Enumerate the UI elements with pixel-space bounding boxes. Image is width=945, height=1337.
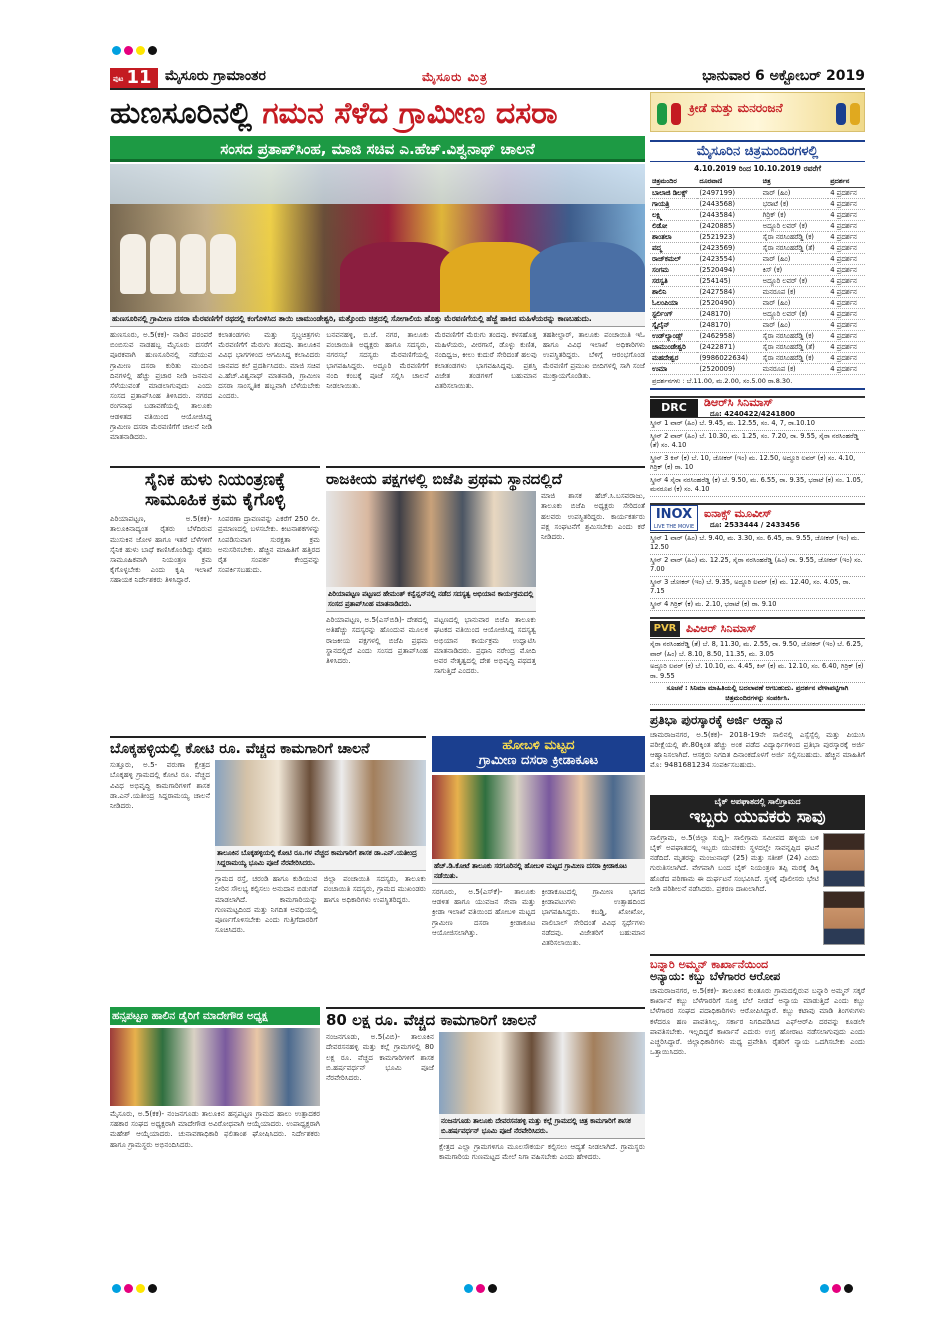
registration-mark-bottom-center — [476, 1284, 485, 1293]
cinema-row: ಸ್ಟರ್ಲಿಂಗ್ (248170) ಅದ್ದೂರಿ ಲವರ್ (ಕ) 4 ಪ್ರದರ್ಶನ — [650, 309, 865, 320]
lead-subhead: ಸಂಸದ ಪ್ರತಾಪ್‌ಸಿಂಹ, ಮಾಜಿ ಸಚಿವ ಎ.ಹೆಚ್.ವಿಶ್ವನಾಥ್ ಚಾಲನೆ — [110, 136, 645, 162]
registration-mark-bottom-left — [136, 1284, 145, 1293]
drc-shows: ಸ್ಕ್ರೀನ್ 1 ವಾರ್ (ಹಿಂ) ಬೆ. 9.45, ಮ. 12.55, ಸಂ. 4, 7, ರಾ.10.10 ಸ್ಕ್ರೀನ್ 2 ವಾರ್ (ಹಿಂ) ಬೆ. 10.30, ಮ. 1.25, ಸಂ. 7.20, ರಾ. 9.55, ಸೈರಾ ನರಸಿಂಹರೆಡ್ಡಿ (ತೆ) ಸಂ. 4.10 ಸ್ಕ್ರೀನ್ 3 ಕಿಸ್ (ಕ) ಬೆ. 10, ಜೋಕರ್ (ಇಂ) ಮ. 12.50, ಅದ್ದೂರಿ ಲವರ್ (ಕ) ಸಂ. 4.10, ಗಿರ್ರಿಕ್ (ಕ) ರಾ. 10 ಸ್ಕ್ರೀನ್ 4 ಸೈರಾ ನರಸಿಂಹರೆಡ್ಡಿ (ಕ) ಬೆ. 9.50, ಮ. 6.55, ರಾ. 9.35, ಭರಾಟೆ (ಕ) ಸಂ. 1.05, ಮನರೂಪ (ಕ) ಸಂ. 4.10 — [650, 418, 865, 497]
story-bokkahalli-caption: ತಾಲೂಕಿನ ಬೊಕ್ಕಹಳ್ಳಿಯಲ್ಲಿ ಕೋಟಿ ರೂ.ಗಳ ವೆಚ್ಚದ ಕಾಮಗಾರಿಗೆ ಶಾಸಕ ಡಾ.ಎನ್.ಯತೀಂದ್ರ ಸಿದ್ದರಾಮಯ್ಯ ಭೂಮಿ ಪೂಜೆ ನೆರವೇರಿಸಿದರು. — [215, 846, 426, 871]
story-bjp-caption: ಪಿರಿಯಾಪಟ್ಟಣ ಪಟ್ಟಣದ ಹೇಮಂತ್ ಕನ್ವೆನ್ಷನ್‌ನಲ್ಲಿ ನಡೆದ ಸದಸ್ಯತ್ವ ಅಭಿಯಾನ ಕಾರ್ಯಕ್ರಮದಲ್ಲಿ ಸಂಸದ ಪ್ರತಾಪ್‌ಸಿಂಹ ಮಾತನಾಡಿದರು. — [326, 587, 536, 612]
cinema-row: ಪದ್ಮ (2423569) ಸೈರಾ ನರಸಿಂಹರೆಡ್ಡಿ (ತೆ) 4 ಪ್ರದರ್ಶನ — [650, 243, 865, 254]
drc-phone: ದೂ: 4240422/4241800 — [710, 410, 795, 418]
registration-mark-top-left — [124, 46, 133, 55]
cinema-note: ಪ್ರದರ್ಶನಗಳು : ಬೆ.11.00, ಮ.2.00, ಸಂ.5.00 ರಾ.8.30. — [650, 375, 865, 390]
story-hobli-headline: ಹೋಬಳಿ ಮಟ್ಟದ ಗ್ರಾಮೀಣ ದಸರಾ ಕ್ರೀಡಾಕೂಟ — [432, 736, 645, 772]
story-bjp-headline: ರಾಜಕೀಯ ಪಕ್ಷಗಳಲ್ಲಿ ಬಿಜೆಪಿ ಪ್ರಥಮ ಸ್ಥಾನದಲ್ಲಿದೆ — [326, 466, 645, 488]
masthead — [110, 62, 865, 90]
page-tag: ಪುಟ — [113, 75, 124, 83]
bannari-body: ಚಾಮರಾಜನಗರ, ಅ.5(ಕಕ)- ತಾಲೂಕಿನ ಕುಂತೂರು ಗ್ರಾಮದಲ್ಲಿರುವ ಬನ್ನಾರಿ ಅಮ್ಮನ್ ಸಕ್ಕರೆ ಕಾರ್ಖಾನೆ ಕಬ್ಬು ಬೆಳೆಗಾರರಿಗೆ ಸೂಕ್ತ ಬೆಲೆ ನೀಡದೆ ಅನ್ಯಾಯ ಮಾಡುತ್ತಿದೆ ಎಂದು ಕಬ್ಬು ಬೆಳೆಗಾರರ ಸಂಘದ ಪದಾಧಿಕಾರಿಗಳು ಆರೋಪಿಸಿದ್ದಾರೆ. ಕಬ್ಬು ಕಟಾವು ಮಾಡಿ ತಿಂಗಳುಗಳು ಕಳೆದರೂ ಹಣ ಪಾವತಿಸಿಲ್ಲ. ಸರ್ಕಾರ ನಿಗದಿಪಡಿಸಿದ ಎಫ್‌ಆರ್‌ಪಿ ದರವನ್ನು ಕೂಡಲೇ ಪಾವತಿಸಬೇಕು. ಇಲ್ಲದಿದ್ದರೆ ಕಾರ್ಖಾನೆ ಎದುರು ಉಗ್ರ ಹೋರಾಟ ನಡೆಸಲಾಗುವುದು ಎಂದು ಎಚ್ಚರಿಸಿದ್ದಾರೆ. ಜಿಲ್ಲಾಧಿಕಾರಿಗಳು ಮಧ್ಯ ಪ್ರವೇಶಿಸಿ ರೈತರಿಗೆ ನ್ಯಾಯ ಒದಗಿಸಬೇಕು ಎಂದು ಒತ್ತಾಯಿಸಿದರು. — [650, 986, 865, 1057]
inox-phone: ದೂ: 2533444 / 2433456 — [710, 520, 800, 529]
victim-photo — [823, 833, 865, 887]
story-hobli-caption: ಹೆಚ್.ಡಿ.ಕೋಟೆ ತಾಲೂಕು ಸರಗೂರಿನಲ್ಲಿ ಹೋಬಳಿ ಮಟ್ಟದ ಗ್ರಾಮೀಣ ದಸರಾ ಕ್ರೀಡಾಕೂಟ ನಡೆಯಿತು. — [432, 859, 645, 884]
story-80lakh: 80 ಲಕ್ಷ ರೂ. ವೆಚ್ಚದ ಕಾಮಗಾರಿಗೆ ಚಾಲನೆ ನಂಜನಗೂಡು, ಅ.5(ವಿಬಿ)- ತಾಲೂಕಿನ ದೇವರಸನಹಳ್ಳಿ ಮತ್ತು ಕಲ್ಲೆ ಗ್ರಾಮಗಳಲ್ಲಿ 80 ಲಕ್ಷ ರೂ. ವೆಚ್ಚದ ಕಾಮಗಾರಿಗಳಿಗೆ ಶಾಸಕ ಬಿ.ಹರ್ಷವರ್ಧನ್ ಭೂಮಿ ಪೂಜೆ ನೆರವೇರಿಸಿದರು. ನಂಜನಗೂಡು ತಾಲೂಕು ದೇವರಸನಹಳ್ಳಿ ಮತ್ತು ಕಲ್ಲೆ ಗ್ರಾಮದಲ್ಲಿ ಚಿತ್ರ ಕಾಮಗಾರಿಗೆ ಶಾಸಕ ಬಿ.ಹರ್ಷವರ್ಧನ್ ಭೂಮಿ ಪೂಜೆ ನೆರವೇರಿಸಿದರು. ಕ್ಷೇತ್ರದ ಎಲ್ಲಾ ಗ್ರಾಮಗಳಿಗೂ ಮೂಲಸೌಕರ್ಯ ಕಲ್ಪಿಸಲು ಆದ್ಯತೆ ನೀಡಲಾಗಿದೆ. ಗ್ರಾಮಸ್ಥರು ಕಾಮಗಾರಿಯ ಗುಣಮಟ್ಟದ ಮೇಲೆ ನಿಗಾ ವಹಿಸಬೇಕು ಎಂದು ಹೇಳಿದರು. — [326, 1007, 645, 1188]
story-hanaspatti-headline: ಹನ್ಸಪಟ್ಟಣ ಹಾಲಿನ ಡೈರಿಗೆ ಮಾದೇಗೌಡ ಅಧ್ಯಕ್ಷ — [110, 1007, 320, 1025]
bokkahalli-photo — [215, 760, 426, 846]
row-2 — [110, 466, 645, 734]
story-80lakh-caption: ನಂಜನಗೂಡು ತಾಲೂಕು ದೇವರಸನಹಳ್ಳಿ ಮತ್ತು ಕಲ್ಲೆ ಗ್ರಾಮದಲ್ಲಿ ಚಿತ್ರ ಕಾಮಗಾರಿಗೆ ಶಾಸಕ ಬಿ.ಹರ್ಷವರ್ಧನ್ ಭೂಮಿ ಪೂಜೆ ನೆರವೇರಿಸಿದರು. — [439, 1114, 645, 1139]
sports-entertainment-banner: ಕ್ರೀಡೆ ಮತ್ತು ಮನರಂಜನೆ — [650, 92, 865, 132]
story-bjp: ರಾಜಕೀಯ ಪಕ್ಷಗಳಲ್ಲಿ ಬಿಜೆಪಿ ಪ್ರಥಮ ಸ್ಥಾನದಲ್ಲಿದೆ ಪಿರಿಯಾಪಟ್ಟಣ ಪಟ್ಟಣದ ಹೇಮಂತ್ ಕನ್ವೆನ್ಷನ್‌ನಲ್ಲಿ ನಡೆದ ಸದಸ್ಯತ್ವ ಅಭಿಯಾನ ಕಾರ್ಯಕ್ರಮದಲ್ಲಿ ಸಂಸದ ಪ್ರತಾಪ್‌ಸಿಂಹ ಮಾತನಾಡಿದರು. ಪಿರಿಯಾಪಟ್ಟಣ, ಅ.5(ಎಸ್‌ಬಿಡಿ)- ದೇಶದಲ್ಲಿ ಅತಿಹೆಚ್ಚು ಸದಸ್ಯರನ್ನು ಹೊಂದುವ ಮೂಲಕ ರಾಜಕೀಯ ಪಕ್ಷಗಳಲ್ಲಿ ಬಿಜೆಪಿ ಪ್ರಥಮ ಸ್ಥಾನದಲ್ಲಿದೆ ಎಂದು ಸಂಸದ ಪ್ರತಾಪ್‌ಸಿಂಹ ತಿಳಿಸಿದರು. ಪಟ್ಟಣದಲ್ಲಿ ಭಾನುವಾರ ಬಿಜೆಪಿ ತಾಲೂಕು ಘಟಕದ ವತಿಯಿಂದ ಆಯೋಜಿಸಿದ್ದ ಸದಸ್ಯತ್ವ ಅಭಿಯಾನ ಕಾರ್ಯಕ್ರಮ ಉದ್ಘಾಟಿಸಿ ಮಾತನಾಡಿದರು. ಪ್ರಧಾನಿ ನರೇಂದ್ರ ಮೋದಿ ಅವರ ನೇತೃತ್ವದಲ್ಲಿ ದೇಶ ಅಭಿವೃದ್ಧಿ ಪಥದತ್ತ ಸಾಗುತ್ತಿದೆ ಎಂದರು. ಮಾಜಿ ಶಾಸಕ ಹೆಚ್.ಸಿ.ಬಸವರಾಜು, ತಾಲೂಕು ಬಿಜೆಪಿ ಅಧ್ಯಕ್ಷರು ಸೇರಿದಂತೆ ಹಲವರು ಉಪಸ್ಥಿತರಿದ್ದರು. ಕಾರ್ಯಕರ್ತರು ಪಕ್ಷ ಸಂಘಟನೆಗೆ ಶ್ರಮಿಸಬೇಕು ಎಂದು ಕರೆ ನೀಡಿದರು. — [326, 466, 645, 734]
cinema-row: ಚಾಮುಂಡೇಶ್ವರಿ (2422871) ಸೈರಾ ನರಸಿಂಹರೆಡ್ಡಿ (ತೆ) 4 ಪ್ರದರ್ಶನ — [650, 342, 865, 353]
story-hobli: ಹೋಬಳಿ ಮಟ್ಟದ ಗ್ರಾಮೀಣ ದಸರಾ ಕ್ರೀಡಾಕೂಟ ಹೆಚ್.ಡಿ.ಕೋಟೆ ತಾಲೂಕು ಸರಗೂರಿನಲ್ಲಿ ಹೋಬಳಿ ಮಟ್ಟದ ಗ್ರಾಮೀಣ ದಸರಾ ಕ್ರೀಡಾಕೂಟ ನಡೆಯಿತು. ಸರಗೂರು, ಅ.5(ಎಸ್‌ಕೆ)- ತಾಲೂಕು ಆಡಳಿತ ಹಾಗೂ ಯುವಜನ ಸೇವಾ ಮತ್ತು ಕ್ರೀಡಾ ಇಲಾಖೆ ವತಿಯಿಂದ ಹೋಬಳಿ ಮಟ್ಟದ ಗ್ರಾಮೀಣ ದಸರಾ ಕ್ರೀಡಾಕೂಟ ಆಯೋಜಿಸಲಾಗಿತ್ತು. ಕ್ರೀಡಾಕೂಟದಲ್ಲಿ ಗ್ರಾಮೀಣ ಭಾಗದ ಕ್ರೀಡಾಪಟುಗಳು ಉತ್ಸಾಹದಿಂದ ಭಾಗವಹಿಸಿದ್ದರು. ಕಬಡ್ಡಿ, ಖೋಖೋ, ವಾಲಿಬಾಲ್ ಸೇರಿದಂತೆ ವಿವಿಧ ಸ್ಪರ್ಧೆಗಳು ನಡೆದವು. ವಿಜೇತರಿಗೆ ಬಹುಮಾನ ವಿತರಿಸಲಾಯಿತು. — [432, 738, 645, 947]
cinema-row: ಲಕ್ಷ್ಮಿ (2443584) ಗಿರ್ರಿಕ್ (ಕ) 4 ಪ್ರದರ್ಶನ — [650, 210, 865, 221]
cinema-row: ಗಾಯತ್ರಿ (2443568) ಭರಾಟೆ (ಕ) 4 ಪ್ರದರ್ಶನ — [650, 199, 865, 210]
story-sainika-headline: ಸೈನಿಕ ಹುಳು ನಿಯಂತ್ರಣಕ್ಕೆ ಸಾಮೂಹಿಕ ಕ್ರಮ ಕೈಗೊಳ್ಳಿ — [110, 466, 320, 510]
lead-photo-caption: ಹುಣಸೂರಿನಲ್ಲಿ ಗ್ರಾಮೀಣ ದಸರಾ ಮೆರವಣಿಗೆಗೆ ರಥದಲ್ಲಿ ಕಂಗೊಳಿಸಿದ ತಾಯಿ ಚಾಮುಂಡೇಶ್ವರಿ, ಮತ್ತೊಂದು ಚಿತ್ರದಲ್ಲಿ ಸೋಗಾಲಿಯ ಹೊತ್ತು ಮೆರವಣಿಗೆಯಲ್ಲಿ ಹೆಜ್ಜೆ ಹಾಕಿದ ಮಹಿಳೆಯರನ್ನು ಕಾಣಬಹುದು. — [110, 312, 645, 327]
bjp-meeting-photo — [326, 491, 536, 587]
cinema-row: ಲಿಡೋ (2420885) ಅದ್ದೂರಿ ಲವರ್ (ಕ) 4 ಪ್ರದರ್ಶನ — [650, 221, 865, 232]
registration-mark-top-left — [112, 46, 121, 55]
row-3 — [110, 736, 645, 1005]
story-hanaspatti: ಹನ್ಸಪಟ್ಟಣ ಹಾಲಿನ ಡೈರಿಗೆ ಮಾದೇಗೌಡ ಅಧ್ಯಕ್ಷ ಮೈಸೂರು, ಅ.5(ಕಕ)- ನಂಜನಗೂಡು ತಾಲೂಕಿನ ಹನ್ಸಪಟ್ಟಣ ಗ್ರಾಮದ ಹಾಲು ಉತ್ಪಾದಕರ ಸಹಕಾರ ಸಂಘದ ಅಧ್ಯಕ್ಷರಾಗಿ ಮಾದೇಗೌಡ ಅವಿರೋಧವಾಗಿ ಆಯ್ಕೆಯಾದರು. ಉಪಾಧ್ಯಕ್ಷರಾಗಿ ಮಹೇಶ್ ಆಯ್ಕೆಯಾದರು. ಚುನಾವಣಾಧಿಕಾರಿ ಫಲಿತಾಂಶ ಘೋಷಿಸಿದರು. ನಿರ್ದೇಶಕರು ಹಾಗೂ ಗ್ರಾಮಸ್ಥರು ಅಭಿನಂದಿಸಿದರು. — [110, 1007, 320, 1188]
row-4 — [110, 1007, 645, 1188]
drc-name: ಡಿಆರ್‌ಸಿ ಸಿನಿಮಾಸ್ — [704, 396, 773, 409]
cinema-row: ಶಾಲಿನಿ (2427584) ಮನರೂಪ (ಕ) 4 ಪ್ರದರ್ಶನ — [650, 287, 865, 298]
cinema-row: ಉಡ್‌ಲ್ಯಾಂಡ್ಸ್ (2462958) ಸೈರಾ ನರಸಿಂಹರೆಡ್ಡಿ (ಕ) 4 ಪ್ರದರ್ಶನ — [650, 331, 865, 342]
lead-body: ಹುಣಸೂರು, ಅ.5(ಕಕ)- ನಾಡಿನ ಪರಂಪರೆ ಬಿಂಬಿಸುವ ನಾಡಹಬ್ಬ ಮೈಸೂರು ದಸರೆಗೆ ಪೂರಕವಾಗಿ ಹುಣಸೂರಿನಲ್ಲಿ ನಡೆಯುವ ಗ್ರಾಮೀಣ ದಸರಾ ಕುರಿತು ಮುಂದಿನ ದಿನಗಳಲ್ಲಿ ಹೆಚ್ಚು ಪ್ರಚಾರ ನೀಡಿ ಜನಮನ ಸೆಳೆಯುವಂತೆ ಮಾಡಲಾಗುವುದು ಎಂದು ಸಂಸದ ಪ್ರತಾಪ್‌ಸಿಂಹ ತಿಳಿಸಿದರು. ನಗರದ ರಂಗನಾಥ ಬಡಾವಣೆಯಲ್ಲಿ ತಾಲೂಕು ಆಡಳಿತದ ವತಿಯಿಂದ ಆಯೋಜಿಸಿದ್ದ ಗ್ರಾಮೀಣ ದಸರಾ ಮೆರವಣಿಗೆಗೆ ಚಾಲನೆ ನೀಡಿ ಮಾತನಾಡಿದರು. ಕಲಾತಂಡಗಳು ಮತ್ತು ಸ್ತಬ್ಧಚಿತ್ರಗಳು ಮೆರವಣಿಗೆಗೆ ಮೆರುಗು ತಂದವು. ತಾಲೂಕಿನ ವಿವಿಧ ಭಾಗಗಳಿಂದ ಆಗಮಿಸಿದ್ದ ಕಲಾವಿದರು ಜಾನಪದ ಕಲೆ ಪ್ರದರ್ಶಿಸಿದರು. ಮಾಜಿ ಸಚಿವ ಎ.ಹೆಚ್.ವಿಶ್ವನಾಥ್ ಮಾತನಾಡಿ, ಗ್ರಾಮೀಣ ದಸರಾ ಸಾಂಸ್ಕೃತಿಕ ಹಬ್ಬವಾಗಿ ಬೆಳೆಯಬೇಕು ಎಂದರು. ಬನವನಹಳ್ಳಿ, ಬಿ.ಜೆ. ನಗರ, ತಾಲೂಕು ಪಂಚಾಯಿತಿ ಅಧ್ಯಕ್ಷರು ಹಾಗೂ ಸದಸ್ಯರು, ನಗರಸಭೆ ಸದಸ್ಯರು ಮೆರವಣಿಗೆಯಲ್ಲಿ ಭಾಗವಹಿಸಿದ್ದರು. ಅದ್ದೂರಿ ಮೆರವಣಿಗೆಗೆ ನಂದಿ ಕಂಬಕ್ಕೆ ಪೂಜೆ ಸಲ್ಲಿಸಿ ಚಾಲನೆ ನೀಡಲಾಯಿತು. ಮೆರವಣಿಗೆಗೆ ಮೆರುಗು ತಂದವು. ಕಳಸಹೊತ್ತ ಮಹಿಳೆಯರು, ವೀರಗಾಸೆ, ಡೊಳ್ಳು ಕುಣಿತ, ನಂದಿಧ್ವಜ, ಕೀಲು ಕುದುರೆ ಸೇರಿದಂತೆ ಹಲವು ಕಲಾತಂಡಗಳು ಭಾಗವಹಿಸಿದ್ದವು. ಪ್ರಶಸ್ತಿ ವಿಜೇತ ತಂಡಗಳಿಗೆ ಬಹುಮಾನ ವಿತರಿಸಲಾಯಿತು. ತಹಶೀಲ್ದಾರ್, ತಾಲೂಕು ಪಂಚಾಯಿತಿ ಇಓ ಹಾಗೂ ವಿವಿಧ ಇಲಾಖೆ ಅಧಿಕಾರಿಗಳು ಉಪಸ್ಥಿತರಿದ್ದರು. ಬೆಳಿಗ್ಗೆ ಆರಂಭಗೊಂಡ ಮೆರವಣಿಗೆ ಪ್ರಮುಖ ಬೀದಿಗಳಲ್ಲಿ ಸಾಗಿ ಸಂಜೆ ಮುಕ್ತಾಯಗೊಂಡಿತು. — [110, 330, 646, 442]
cinema-row: ಮಹದೇಶ್ವರ (9986022634) ಸೈರಾ ನರಸಿಂಹರೆಡ್ಡಿ (ಕ) 4 ಪ್ರದರ್ಶನ — [650, 353, 865, 364]
hobli-sports-photo — [432, 775, 645, 859]
story-sainika: ಸೈನಿಕ ಹುಳು ನಿಯಂತ್ರಣಕ್ಕೆ ಸಾಮೂಹಿಕ ಕ್ರಮ ಕೈಗೊಳ್ಳಿ ಪಿರಿಯಾಪಟ್ಟಣ, ಅ.5(ಕಕ)- ತಾಲೂಕಿನಾದ್ಯಂತ ರೈತರು ಬೆಳೆದಿರುವ ಮುಸುಕಿನ ಜೋಳ ಹಾಗೂ ಇತರೆ ಬೆಳೆಗಳಿಗೆ ಸೈನಿಕ ಹುಳು ಬಾಧೆ ಕಾಣಿಸಿಕೊಂಡಿದ್ದು ರೈತರು ಸಾಮೂಹಿಕವಾಗಿ ನಿಯಂತ್ರಣ ಕ್ರಮ ಕೈಗೊಳ್ಳಬೇಕು ಎಂದು ಕೃಷಿ ಇಲಾಖೆ ಸಹಾಯಕ ನಿರ್ದೇಶಕರು ತಿಳಿಸಿದ್ದಾರೆ. ಸಿಂಪರಣಾ ದ್ರಾವಣವನ್ನು ಎಕರೆಗೆ 250 ಲೀ. ಪ್ರಮಾಣದಲ್ಲಿ ಬಳಸಬೇಕು. ಕೀಟನಾಶಕಗಳನ್ನು ಸಿಂಪಡಿಸುವಾಗ ಸುರಕ್ಷತಾ ಕ್ರಮ ಅನುಸರಿಸಬೇಕು. ಹೆಚ್ಚಿನ ಮಾಹಿತಿಗೆ ಹತ್ತಿರದ ರೈತ ಸಂಪರ್ಕ ಕೇಂದ್ರವನ್ನು ಸಂಪರ್ಕಿಸಬಹುದು. — [110, 466, 320, 734]
pvr-logo: PVR — [650, 621, 680, 637]
drc-header — [650, 396, 865, 418]
cinema-row: ಉಮಾ (2520009) ಮನರೂಪ (ಕ) 4 ಪ್ರದರ್ಶನ — [650, 364, 865, 375]
bannari-headline: ಬನ್ನಾರಿ ಅಮ್ಮನ್ ಕಾರ್ಖಾನೆಯಿಂದ ಅನ್ಯಾಯ: ಕಬ್ಬು ಬೆಳೆಗಾರರ ಆರೋಪ — [650, 954, 865, 984]
80lakh-photo — [439, 1032, 645, 1114]
cinema-row: ಸರಸ್ವತಿ (254145) ಅದ್ದೂರಿ ಲವರ್ (ಕ) 4 ಪ್ರದರ್ಶನ — [650, 276, 865, 287]
registration-mark-bottom-center — [488, 1284, 497, 1293]
page-number: ಪುಟ 11 — [110, 68, 158, 88]
registration-mark-bottom-right — [820, 1284, 829, 1293]
main-column — [110, 96, 645, 1188]
pratibha-body: ಚಾಮರಾಜನಗರ, ಅ.5(ಕಕ)- 2018-19ನೇ ಸಾಲಿನಲ್ಲಿ ಎಸ್ಸೆಸ್ಸೆಲ್ಸಿ ಮತ್ತು ಪಿಯುಸಿ ಪರೀಕ್ಷೆಯಲ್ಲಿ ಶೇ.80ಕ್ಕಿಂತ ಹೆಚ್ಚು ಅಂಕ ಪಡೆದ ವಿದ್ಯಾರ್ಥಿಗಳಿಂದ ಪ್ರತಿಭಾ ಪುರಸ್ಕಾರಕ್ಕೆ ಅರ್ಜಿ ಆಹ್ವಾನಿಸಲಾಗಿದೆ. ಆಸಕ್ತರು ನಿಗದಿತ ದಿನಾಂಕದೊಳಗೆ ಅರ್ಜಿ ಸಲ್ಲಿಸಬಹುದು. ಹೆಚ್ಚಿನ ಮಾಹಿತಿಗೆ ಮೊ: 9481681234 ಸಂಪರ್ಕಿಸಬಹುದು. — [650, 729, 865, 770]
story-bokkahalli: ಬೊಕ್ಕಹಳ್ಳಿಯಲ್ಲಿ ಕೋಟಿ ರೂ. ವೆಚ್ಚದ ಕಾಮಗಾರಿಗೆ ಚಾಲನೆ ಸುತ್ತೂರು, ಅ.5- ವರುಣಾ ಕ್ಷೇತ್ರದ ಬೊಕ್ಕಹಳ್ಳಿ ಗ್ರಾಮದಲ್ಲಿ ಕೋಟಿ ರೂ. ವೆಚ್ಚದ ವಿವಿಧ ಅಭಿವೃದ್ಧಿ ಕಾಮಗಾರಿಗಳಿಗೆ ಶಾಸಕ ಡಾ.ಎನ್.ಯತೀಂದ್ರ ಸಿದ್ದರಾಮಯ್ಯ ಚಾಲನೆ ನೀಡಿದರು. ತಾಲೂಕಿನ ಬೊಕ್ಕಹಳ್ಳಿಯಲ್ಲಿ ಕೋಟಿ ರೂ.ಗಳ ವೆಚ್ಚದ ಕಾಮಗಾರಿಗೆ ಶಾಸಕ ಡಾ.ಎನ್.ಯತೀಂದ್ರ ಸಿದ್ದರಾಮಯ್ಯ ಭೂಮಿ ಪೂಜೆ ನೆರವೇರಿಸಿದರು. ಗ್ರಾಮದ ರಸ್ತೆ, ಚರಂಡಿ ಹಾಗೂ ಕುಡಿಯುವ ನೀರಿನ ಸೌಲಭ್ಯ ಕಲ್ಪಿಸಲು ಅನುದಾನ ಬಿಡುಗಡೆ ಮಾಡಲಾಗಿದೆ. ಕಾಮಗಾರಿಯನ್ನು ಗುಣಮಟ್ಟದಿಂದ ಮತ್ತು ನಿಗದಿತ ಅವಧಿಯಲ್ಲಿ ಪೂರ್ಣಗೊಳಿಸಬೇಕು ಎಂದು ಗುತ್ತಿಗೆದಾರರಿಗೆ ಸೂಚಿಸಿದರು. ಜಿಲ್ಲಾ ಪಂಚಾಯಿತಿ ಸದಸ್ಯರು, ತಾಲೂಕು ಪಂಚಾಯಿತಿ ಸದಸ್ಯರು, ಗ್ರಾಮದ ಮುಖಂಡರು ಹಾಗೂ ಅಧಿಕಾರಿಗಳು ಉಪಸ್ಥಿತರಿದ್ದರು. — [110, 736, 426, 1005]
lead-headline: ಹುಣಸೂರಿನಲ್ಲಿ ಗಮನ ಸೆಳೆದ ಗ್ರಾಮೀಣ ದಸರಾ — [110, 96, 558, 131]
newspaper-page — [110, 62, 865, 1292]
cinema-row: ಓಲಂಪಿಯಾ (2520490) ವಾರ್ (ಹಿಂ) 4 ಪ್ರದರ್ಶನ — [650, 298, 865, 309]
pratibha-headline: ಪ್ರತಿಭಾ ಪುರಸ್ಕಾರಕ್ಕೆ ಅರ್ಜಿ ಆಹ್ವಾನ — [650, 709, 865, 728]
story-bokkahalli-headline: ಬೊಕ್ಕಹಳ್ಳಿಯಲ್ಲಿ ಕೋಟಿ ರೂ. ವೆಚ್ಚದ ಕಾಮಗಾರಿಗೆ ಚಾಲನೆ — [110, 736, 426, 757]
brand-logo: ಮೈಸೂರು ಮಿತ್ರ — [422, 70, 488, 84]
drc-logo: DRC — [650, 399, 698, 417]
registration-mark-bottom-left — [112, 1284, 121, 1293]
accident-story: ಸಾಲಿಗ್ರಾಮ, ಅ.5(ಜಿಲ್ಲಾ ಸುದ್ದಿ)- ಸಾಲಿಗ್ರಾಮ ಸಮೀಪದ ಹಳ್ಳಿಯ ಬಳಿ ಬೈಕ್ ಅಪಘಾತದಲ್ಲಿ ಇಬ್ಬರು ಯುವಕರು ಸ್ಥಳದಲ್ಲೇ ಸಾವನ್ನಪ್ಪಿದ ಘಟನೆ ನಡೆದಿದೆ. ಮೃತರನ್ನು ಮಂಜುನಾಥ್ (25) ಮತ್ತು ಸತೀಶ್ (24) ಎಂದು ಗುರುತಿಸಲಾಗಿದೆ. ವೇಗವಾಗಿ ಬಂದ ಬೈಕ್ ನಿಯಂತ್ರಣ ತಪ್ಪಿ ಮರಕ್ಕೆ ಡಿಕ್ಕಿ ಹೊಡೆದ ಪರಿಣಾಮ ಈ ದುರ್ಘಟನೆ ಸಂಭವಿಸಿದೆ. ಸ್ಥಳಕ್ಕೆ ಪೊಲೀಸರು ಭೇಟಿ ನೀಡಿ ಪರಿಶೀಲನೆ ನಡೆಸಿದರು. ಪ್ರಕರಣ ದಾಖಲಾಗಿದೆ. — [650, 833, 865, 951]
pvr-shows: ಸೈರಾ ನರಸಿಂಹರೆಡ್ಡಿ (ತೆ) ಬೆ. 8, 11.30, ಮ. 2.55, ರಾ. 9.50, ಜೋಕರ್ (ಇಂ) ಬೆ. 6.25, ವಾರ್ (ಹಿಂ) ಬೆ. 8.10, 8.50, 11.35, ಮ. 3.05 ಅದ್ದೂರಿ ಲವರ್ (ಕ) ಬೆ. 10.10, ಮ. 4.45, ಕಿಸ್ (ಕ) ಮ. 12.10, ಸಂ. 6.40, ಗಿರ್ರಿಕ್ (ಕ) ರಾ. 9.55 ಸೂಚನೆ : ಸಿನಿಮಾ ಮಾಹಿತಿಯಲ್ಲಿ ಬದಲಾವಣೆ ಆಗಬಹುದು. ಪ್ರದರ್ಶನ ವೇಳಾಪಟ್ಟಿಗಾಗಿ ಚಿತ್ರಮಂದಿರಗಳನ್ನು ಸಂಪರ್ಕಿಸಿ. — [650, 639, 865, 705]
cinema-table: ಚಿತ್ರಮಂದಿರ ದೂರವಾಣಿ ಚಿತ್ರ ಪ್ರದರ್ಶನ ಬಾಲಾಜಿ ಡಿಲಕ್ಸ್ (2497199) ವಾರ್ (ಹಿಂ) 4 ಪ್ರದರ್ಶನ ಗಾಯತ್ರಿ (2443568) ಭರಾಟೆ (ಕ) 4 ಪ್ರದರ್ಶನ ಲಕ್ಷ್ಮಿ (2443584) ಗಿರ್ರಿಕ್ (ಕ) 4 ಪ್ರದರ್ಶನ ಲಿಡೋ (2420885) ಅದ್ದೂರಿ ಲವರ್ (ಕ) 4 ಪ್ರದರ್ಶನ ಶಾಂತಲಾ (2521923) ಸೈರಾ ನರಸಿಂಹರೆಡ್ಡಿ (ಕ) 4 ಪ್ರದರ್ಶನ ಪದ್ಮ (2423569) ಸೈರಾ ನರಸಿಂಹರೆಡ್ಡಿ (ತೆ) 4 ಪ್ರದರ್ಶನ ರಾಜ್‌ಕಮಲ್ (2423554) ವಾರ್ (ಹಿಂ) 4 ಪ್ರದರ್ಶನ ಸಂಗಮ (2520494) ಕಿಸ್ (ಕ) 4 ಪ್ರದರ್ಶನ ಸರಸ್ವತಿ (254145) ಅದ್ದೂರಿ ಲವರ್ (ಕ) 4 ಪ್ರದರ್ಶನ ಶಾಲಿನಿ (2427584) ಮನರೂಪ (ಕ) 4 ಪ್ರದರ್ಶನ ಓಲಂಪಿಯಾ (2520490) ವಾರ್ (ಹಿಂ) 4 ಪ್ರದರ್ಶನ ಸ್ಟರ್ಲಿಂಗ್ (248170) ಅದ್ದೂರಿ ಲವರ್ (ಕ) 4 ಪ್ರದರ್ಶನ ಸ್ಕೈಲೈನ್ (248170) ವಾರ್ (ಹಿಂ) 4 ಪ್ರದರ್ಶನ ಉಡ್‌ಲ್ಯಾಂಡ್ಸ್ (2462958) ಸೈರಾ ನರಸಿಂಹರೆಡ್ಡಿ (ಕ) 4 ಪ್ರದರ್ಶನ ಚಾಮುಂಡೇಶ್ವರಿ (2422871) ಸೈರಾ ನರಸಿಂಹರೆಡ್ಡಿ (ತೆ) 4 ಪ್ರದರ್ಶನ ಮಹದೇಶ್ವರ (9986022634) ಸೈರಾ ನರಸಿಂಹರೆಡ್ಡಿ (ಕ) 4 ಪ್ರದರ್ಶನ ಉಮಾ (2520009) ಮನರೂಪ (ಕ) 4 ಪ್ರದರ್ಶನ — [650, 176, 865, 375]
registration-mark-top-left — [148, 46, 157, 55]
cinema-listing-dates: 4.10.2019 ರಿಂದ 10.10.2019 ರವರೆಗೆ — [693, 164, 822, 173]
dairy-members-photo — [110, 1028, 320, 1106]
section-name: ಮೈಸೂರು ಗ್ರಾಮಾಂತರ — [165, 68, 266, 84]
inox-name: ಐನಾಕ್ಸ್ ಮೂವೀಸ್ — [704, 506, 772, 520]
pvr-name: ಪಿವಿಆರ್ ಸಿನಿಮಾಸ್ — [686, 621, 757, 635]
sidebar — [650, 92, 865, 1104]
pvr-header — [650, 617, 865, 639]
registration-mark-bottom-right — [832, 1284, 841, 1293]
registration-mark-bottom-left — [124, 1284, 133, 1293]
cinema-listing-title: ಮೈಸೂರಿನ ಚಿತ್ರಮಂದಿರಗಳಲ್ಲಿ — [650, 140, 865, 162]
inox-shows: ಸ್ಕ್ರೀನ್ 1 ವಾರ್ (ಹಿಂ) ಬೆ. 9.40, ಮ. 3.30, ಸಂ. 6.45, ರಾ. 9.55, ಜೋಕರ್ (ಇಂ) ಮ. 12.50 ಸ್ಕ್ರೀನ್ 2 ವಾರ್ (ಹಿಂ) ಮ. 12.25, ಸೈರಾ ನರಸಿಂಹರೆಡ್ಡಿ (ಹಿಂ) ರಾ. 9.55, ಜೋಕರ್ (ಇಂ) ಸಂ. 7.00 ಸ್ಕ್ರೀನ್ 3 ಜೋಕರ್ (ಇಂ) ಬೆ. 9.35, ಅದ್ದೂರಿ ಲವರ್ (ಕ) ಮ. 12.40, ಸಂ. 4.05, ರಾ. 7.15 ಸ್ಕ್ರೀನ್ 4 ಗಿರ್ರಿಕ್ (ಕ) ಮ. 2.10, ಭರಾಟೆ (ಕ) ರಾ. 9.10 — [650, 533, 865, 612]
registration-mark-top-left — [136, 46, 145, 55]
dasara-procession-photo — [110, 164, 645, 312]
cinema-row: ರಾಜ್‌ಕಮಲ್ (2423554) ವಾರ್ (ಹಿಂ) 4 ಪ್ರದರ್ಶನ — [650, 254, 865, 265]
registration-mark-bottom-right — [844, 1284, 853, 1293]
inox-logo: INOX LIVE THE MOVIE — [650, 505, 698, 531]
cinema-row: ಶಾಂತಲಾ (2521923) ಸೈರಾ ನರಸಿಂಹರೆಡ್ಡಿ (ಕ) 4 ಪ್ರದರ್ಶನ — [650, 232, 865, 243]
inox-header — [650, 503, 865, 533]
registration-mark-bottom-left — [148, 1284, 157, 1293]
victim-photo — [823, 891, 865, 945]
cinema-row: ಸಂಗಮ (2520494) ಕಿಸ್ (ಕ) 4 ಪ್ರದರ್ಶನ — [650, 265, 865, 276]
pvr-note: ಸೂಚನೆ : ಸಿನಿಮಾ ಮಾಹಿತಿಯಲ್ಲಿ ಬದಲಾವಣೆ ಆಗಬಹುದು. ಪ್ರದರ್ಶನ ವೇಳಾಪಟ್ಟಿಗಾಗಿ ಚಿತ್ರಮಂದಿರಗಳನ್ನು ಸಂಪರ್ಕಿಸಿ. — [650, 683, 865, 705]
registration-mark-bottom-center — [464, 1284, 473, 1293]
accident-headline: ಬೈಕ್ ಅಪಘಾತದಲ್ಲಿ ಸಾಲಿಗ್ರಾಮದ ಇಬ್ಬರು ಯುವಕರು ಸಾವು — [650, 795, 865, 830]
dateline: ಭಾನುವಾರ 6 ಅಕ್ಟೋಬರ್ 2019 — [702, 68, 865, 84]
cinema-row: ಸ್ಕೈಲೈನ್ (248170) ವಾರ್ (ಹಿಂ) 4 ಪ್ರದರ್ಶನ — [650, 320, 865, 331]
cinema-row: ಬಾಲಾಜಿ ಡಿಲಕ್ಸ್ (2497199) ವಾರ್ (ಹಿಂ) 4 ಪ್ರದರ್ಶನ — [650, 188, 865, 199]
story-80lakh-headline: 80 ಲಕ್ಷ ರೂ. ವೆಚ್ಚದ ಕಾಮಗಾರಿಗೆ ಚಾಲನೆ — [326, 1007, 645, 1029]
